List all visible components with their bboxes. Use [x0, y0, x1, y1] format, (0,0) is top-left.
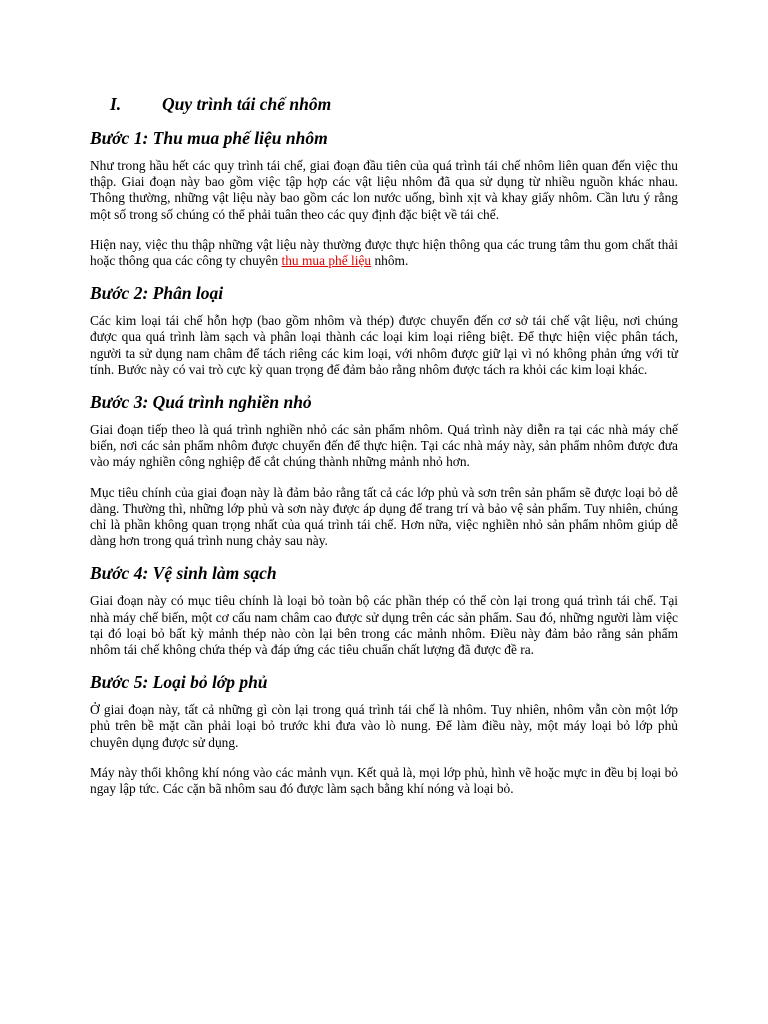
step-5	[90, 670, 678, 797]
step-3-paragraph-2: Mục tiêu chính của giai đoạn này là đảm bảo rằng tất cả các lớp phủ và sơn trên sản phẩm sẽ được loại bỏ dễ dàng. Thường thì, những lớp phủ và sơn này được áp dụng để trang trí và bảo vệ sản phẩm. Tuy nhiên, chúng chỉ là phần không quan trọng nhất của quá trình tái chế. Hơn nữa, việc nghiền nhỏ sản phẩm nhôm giúp dễ dàng hơn trong quá trình nung chảy sau này.	[90, 484, 678, 549]
step-1-title: Bước 1: Thu mua phế liệu nhôm	[90, 128, 328, 148]
section-number: I.	[110, 94, 122, 114]
step-1-paragraph-2-after: nhôm.	[371, 253, 409, 269]
step-5-title: Bước 5: Loại bỏ lớp phủ	[90, 672, 268, 693]
document-page	[90, 92, 678, 809]
step-2-paragraph-1: Các kim loại tái chế hỗn hợp (bao gồm nhôm và thép) được chuyển đến cơ sở tái chế vật liệu, nơi chúng được qua quá trình làm sạch và phân loại thành các loại kim loại riêng biệt. Để thực hiện việc phân tách, người ta sử dụng nam châm để tách riêng các kim loại, với nhôm được giữ lại vì nó không phản ứng với từ tính. Bước này có vai trò cực kỳ quan trọng để đảm bảo rằng nhôm được tách ra khỏi các kim loại khác.	[90, 313, 678, 377]
step-3-paragraph-1: Giai đoạn tiếp theo là quá trình nghiền nhỏ các sản phẩm nhôm. Quá trình này diễn ra tại các nhà máy chế biến, nơi các sản phẩm nhôm được chuyển đến để thực hiện. Tại các nhà máy này, sản phẩm nhôm được đưa vào máy nghiền công nghiệp để cắt chúng thành những mảnh nhỏ hơn.	[90, 422, 678, 470]
step-3-title: Bước 3: Quá trình nghiền nhỏ	[90, 392, 312, 413]
step-1-paragraph-2-before: Hiện nay, việc thu thập những vật liệu này thường được thực hiện thông qua các trung tâm thu gom chất thải hoặc thông qua các công ty chuyên	[90, 236, 678, 269]
step-3	[90, 390, 678, 549]
step-1-paragraph-2	[90, 237, 678, 269]
step-2-title: Bước 2: Phân loại	[90, 283, 224, 304]
scrap-purchase-link[interactable]: thu mua phế liệu	[281, 253, 372, 269]
step-5-paragraph-2: Máy này thổi không khí nóng vào các mảnh vụn. Kết quả là, mọi lớp phủ, hình vẽ hoặc mực in đều bị loại bỏ ngay lập tức. Các cặn bã nhôm sau đó được làm sạch bằng khí nóng và loại bỏ.	[90, 764, 678, 797]
step-5-paragraph-1: Ở giai đoạn này, tất cả những gì còn lại trong quá trình tái chế là nhôm. Tuy nhiên, nhôm vẫn còn một lớp phủ trên bề mặt cần phải loại bỏ trước khi đưa vào lò nung. Để làm điều này, một máy loại bỏ lớp phủ chuyên dụng được sử dụng.	[90, 702, 678, 750]
step-4-title: Bước 4: Vệ sinh làm sạch	[90, 563, 277, 584]
step-4-paragraph-1: Giai đoạn này có mục tiêu chính là loại bỏ toàn bộ các phần thép có thể còn lại trong quá trình tái chế. Tại nhà máy chế biến, một cơ cấu nam châm cao được sử dụng trên các sản phẩm. Sau đó, những người làm việc tại đó loại bỏ bất kỳ mảnh thép nào còn lại bên trong các mảnh nhôm. Điều này đảm bảo rằng sản phẩm nhôm tái chế không chứa thép và đáp ứng các tiêu chuẩn chất lượng đã được đề ra.	[90, 593, 678, 658]
step-2	[90, 281, 678, 378]
step-4	[90, 561, 678, 658]
section-heading	[90, 92, 678, 116]
step-1	[90, 126, 678, 269]
step-1-paragraph-1: Như trong hầu hết các quy trình tái chế, giai đoạn đầu tiên của quá trình tái chế nhôm liên quan đến việc thu thập. Giai đoạn này bao gồm việc tập hợp các vật liệu nhôm đã qua sử dụng từ nhiều nguồn khác nhau. Thông thường, những vật liệu này bao gồm các lon nước uống, bình xịt và khay giấy nhôm. Cần lưu ý rằng một số trong số chúng có thể phải tuân theo các quy định đặc biệt về tái chế.	[90, 158, 678, 222]
section-title: Quy trình tái chế nhôm	[162, 94, 332, 114]
